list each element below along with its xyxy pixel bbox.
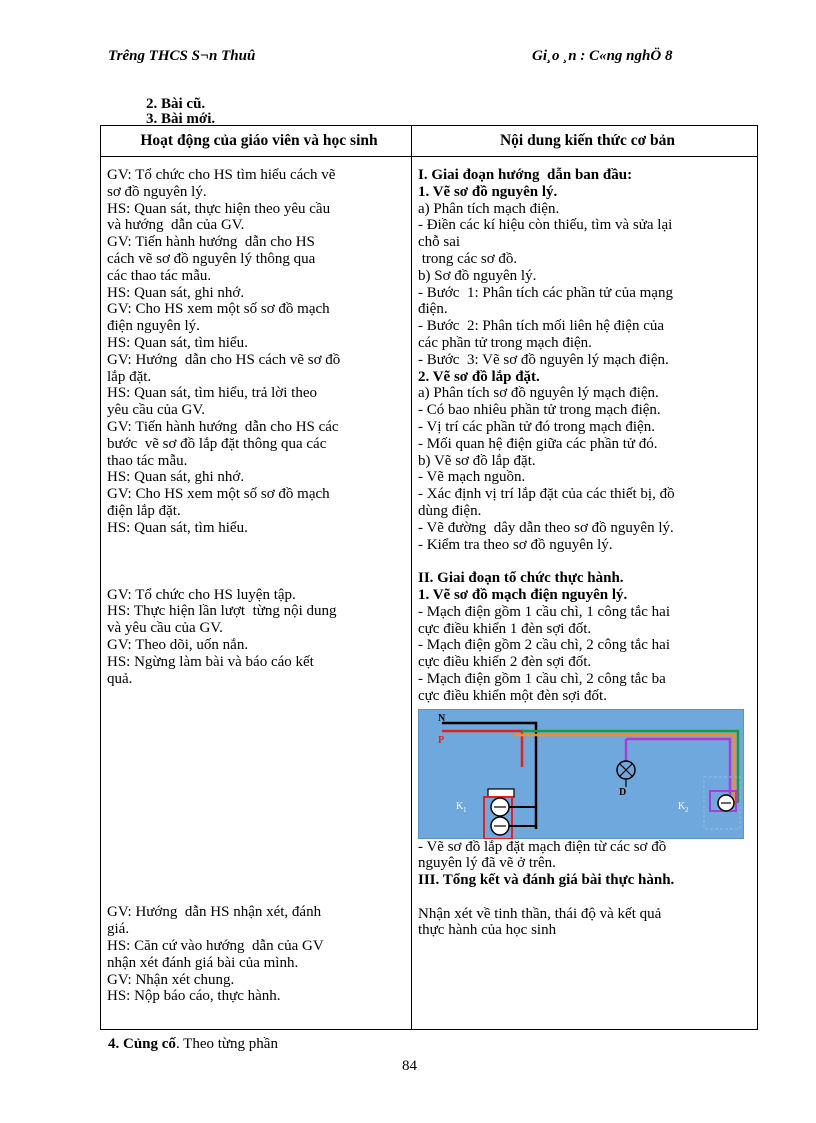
- activity-line: sơ đồ nguyên lý.: [107, 183, 207, 200]
- content-line: cực điều khiển một đèn sợi đốt.: [418, 687, 607, 704]
- content-line: nguyên lý đã vẽ ở trên.: [418, 855, 556, 872]
- activity-line: nhận xét đánh giá bài của mình.: [107, 954, 299, 971]
- svg-text:P: P: [438, 734, 445, 746]
- content-line: - Mạch điện gồm 2 cầu chì, 2 công tắc hai: [418, 637, 670, 654]
- part3-title: III. Tổng kết và đánh giá bài thực hành.: [418, 872, 675, 889]
- header-school: Trêng THCS S¬n Thuû: [108, 48, 256, 64]
- col1-header: Hoạt động của giáo viên và học sinh: [101, 126, 412, 157]
- header-subject: Gi¸o ¸n : C«ng nghÖ 8: [532, 48, 673, 64]
- activity-line: GV: Hướng dẫn HS nhận xét, đánh: [107, 904, 322, 921]
- activity-line: điện lắp đặt.: [107, 502, 181, 519]
- svg-text:K: K: [456, 800, 464, 812]
- activity-line: lắp đặt.: [107, 368, 152, 385]
- part3-lines: [418, 906, 757, 940]
- activity-line: HS: Căn cứ vào hướng dẫn của GV: [107, 937, 324, 954]
- activity-line: HS: Nộp báo cáo, thực hành.: [107, 988, 281, 1005]
- activity-line: GV: Tổ chức cho HS tìm hiểu cách vẽ: [107, 167, 336, 183]
- content-line: - Vẽ mạch nguồn.: [418, 469, 526, 486]
- activity-line: HS: Quan sát, ghi nhớ.: [107, 469, 245, 486]
- svg-text:1: 1: [463, 805, 467, 814]
- activity-line: điện nguyên lý.: [107, 318, 200, 335]
- content-line: chỗ sai: [418, 234, 461, 251]
- content-line: - Mạch điện gồm 1 cầu chì, 1 công tắc hai: [418, 603, 670, 620]
- content-line: điện.: [418, 301, 448, 318]
- content-line: cực điều khiển 2 đèn sợi đốt.: [418, 654, 592, 671]
- content-line: - Xác định vị trí lắp đặt của các thiết bị, đồ: [418, 486, 675, 503]
- activity-line: bước vẽ sơ đồ lắp đặt thông qua các: [107, 435, 327, 452]
- content-line: - Mạch điện gồm 1 cầu chì, 2 công tắc ba: [418, 670, 666, 687]
- wiring-diagram: [418, 709, 744, 839]
- col2-header: Nội dung kiến thức cơ bản: [412, 126, 758, 157]
- fuse-icon: [488, 789, 514, 797]
- content-line: b) Vẽ sơ đồ lắp đặt.: [418, 452, 536, 469]
- activity-line: GV: Tiến hành hướng dẫn cho HS: [107, 234, 315, 251]
- activity-line: và yêu cầu của GV.: [107, 620, 223, 637]
- content-line: a) Phân tích mạch điện.: [418, 200, 560, 217]
- content-line: - Bước 3: Vẽ sơ đồ nguyên lý mạch điện.: [418, 351, 669, 368]
- part1-title: I. Giai đoạn hướng dẫn ban đầu:: [418, 167, 633, 183]
- part1-sub1: 1. Vẽ sơ đồ nguyên lý.: [418, 183, 558, 200]
- svg-text:2: 2: [685, 805, 689, 814]
- activity-line: thao tác mẫu.: [107, 452, 188, 469]
- consolidation-text: . Theo từng phần: [175, 1036, 278, 1052]
- activity-line: các thao tác mẫu.: [107, 267, 212, 284]
- activity-line: HS: Quan sát, ghi nhớ.: [107, 284, 245, 301]
- content-line: cực điều khiển 1 đèn sợi đốt.: [418, 620, 592, 637]
- activity-line: yêu cầu của GV.: [107, 402, 206, 419]
- svg-text:D: D: [619, 786, 627, 798]
- activity-block-3: [107, 904, 411, 1005]
- teacher-student-column: [101, 157, 412, 1030]
- svg-text:N: N: [438, 712, 446, 724]
- part2-lines: [418, 604, 757, 705]
- content-line: trong các sơ đồ.: [418, 250, 518, 267]
- part2-after-lines: [418, 839, 757, 873]
- content-line: các phần tử trong mạch điện.: [418, 334, 592, 351]
- consolidation-line: [108, 1036, 278, 1053]
- content-line: Nhận xét về tinh thần, thái độ và kết quả: [418, 905, 662, 922]
- part1-lines2: [418, 385, 757, 553]
- activity-line: HS: Quan sát, tìm hiểu, trả lời theo: [107, 385, 317, 402]
- page-number: 84: [402, 1058, 417, 1074]
- activity-line: GV: Cho HS xem một số sơ đồ mạch: [107, 301, 330, 318]
- content-line: thực hành của học sinh: [418, 922, 557, 939]
- content-line: - Điền các kí hiệu còn thiếu, tìm và sửa lại: [418, 217, 673, 234]
- activity-line: HS: Thực hiện lần lượt từng nội dung: [107, 603, 337, 620]
- content-line: - Mối quan hệ điện giữa các phần tử đó.: [418, 435, 658, 452]
- part1-lines: [418, 201, 757, 369]
- content-line: - Bước 2: Phân tích mối liên hệ điện của: [418, 318, 665, 335]
- content-line: - Kiểm tra theo sơ đồ nguyên lý.: [418, 536, 613, 553]
- activity-line: GV: Tiến hành hướng dẫn cho HS các: [107, 418, 339, 435]
- content-line: - Vẽ sơ đồ lắp đặt mạch điện từ các sơ đồ: [418, 838, 667, 855]
- activity-line: HS: Quan sát, tìm hiểu.: [107, 519, 248, 536]
- content-line: - Bước 1: Phân tích các phần tử của mạng: [418, 284, 673, 301]
- content-line: - Có bao nhiêu phần tử trong mạch điện.: [418, 402, 661, 419]
- activity-line: GV: Tổ chức cho HS luyện tập.: [107, 586, 296, 603]
- content-line: dùng điện.: [418, 502, 482, 519]
- content-line: - Vị trí các phần tử đó trong mạch điện.: [418, 418, 655, 435]
- activity-line: giá.: [107, 921, 130, 938]
- content-column: [412, 157, 758, 1030]
- activity-line: và hướng dẫn của GV.: [107, 217, 245, 234]
- activity-line: HS: Quan sát, tìm hiểu.: [107, 334, 248, 351]
- consolidation-label: 4. Củng cố: [108, 1036, 176, 1052]
- part2-title: II. Giai đoạn tổ chức thực hành.: [418, 570, 624, 587]
- activity-line: HS: Ngừng làm bài và báo cáo kết: [107, 653, 314, 670]
- activity-line: GV: Hướng dẫn cho HS cách vẽ sơ đồ: [107, 351, 341, 368]
- part2-sub1: 1. Vẽ sơ đồ mạch điện nguyên lý.: [418, 586, 628, 603]
- activity-line: GV: Theo dõi, uốn nắn.: [107, 636, 249, 653]
- lesson-table: [100, 125, 758, 1030]
- activity-block-1: [107, 167, 411, 537]
- section-new-lesson: 3. Bài mới.: [146, 111, 216, 127]
- content-line: - Vẽ đường dây dẫn theo sơ đồ nguyên lý.: [418, 519, 674, 536]
- activity-line: HS: Quan sát, thực hiện theo yêu cầu: [107, 200, 331, 217]
- activity-line: cách vẽ sơ đồ nguyên lý thông qua: [107, 250, 316, 267]
- part1-sub2: 2. Vẽ sơ đồ lắp đặt.: [418, 368, 540, 385]
- svg-text:K: K: [678, 800, 686, 812]
- content-line: a) Phân tích sơ đồ nguyên lý mạch điện.: [418, 385, 659, 402]
- content-line: b) Sơ đồ nguyên lý.: [418, 267, 537, 284]
- activity-line: GV: Cho HS xem một số sơ đồ mạch: [107, 486, 330, 503]
- activity-line: GV: Nhận xét chung.: [107, 971, 235, 988]
- section-old-lesson: 2. Bài cũ.: [146, 96, 206, 112]
- activity-line: quả.: [107, 670, 133, 687]
- activity-block-2: [107, 587, 411, 688]
